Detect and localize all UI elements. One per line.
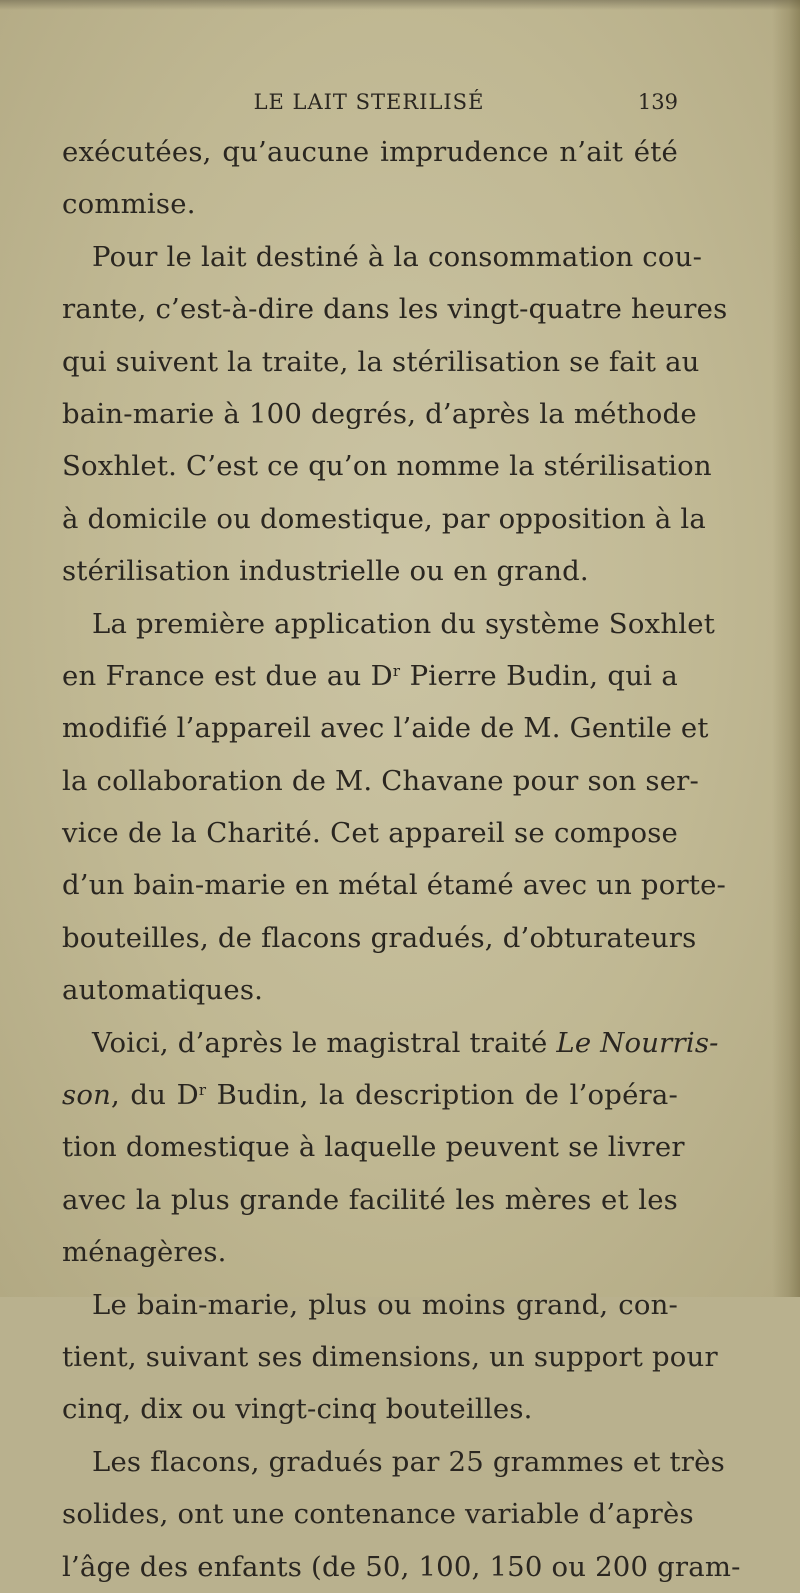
superscript: r xyxy=(198,1081,207,1100)
page-number: 139 xyxy=(637,90,678,114)
superscript: r xyxy=(392,661,401,680)
text-segment: en France est due au D xyxy=(62,659,393,692)
paragraph-start-line: Les flacons, gradués par 25 grammes et très xyxy=(92,1445,725,1478)
text-line: l’âge des enfants (de 50, 100, 150 ou 200 gram- xyxy=(62,1550,741,1583)
text-segment: Budin, la description de l’opéra- xyxy=(206,1079,678,1112)
text-line: avec la plus grande facilité les mères et les xyxy=(62,1183,678,1216)
text-line: la collaboration de M. Chavane pour son ser- xyxy=(62,764,700,797)
paragraph-start-line: Pour le lait destiné à la consommation cou- xyxy=(92,240,703,273)
running-title: LE LAIT STERILISÉ xyxy=(253,90,485,114)
paragraph-start-line xyxy=(62,1017,719,1069)
text-segment: Voici, d’après le magistral traité xyxy=(92,1026,557,1059)
page-header xyxy=(60,84,678,120)
text-line: ménagères. xyxy=(62,1236,227,1269)
text-line: modifié l’appareil avec l’aide de M. Gentile et xyxy=(62,712,709,745)
paragraph-start-line: Le bain-marie, plus ou moins grand, con- xyxy=(92,1288,678,1321)
text-line: bain-marie à 100 degrés, d’après la méthode xyxy=(62,397,697,430)
text-line xyxy=(62,650,678,702)
page-right-edge xyxy=(772,0,800,1297)
text-line xyxy=(62,1069,678,1121)
text-line: à domicile ou domestique, par opposition à la xyxy=(62,502,707,535)
text-line: d’un bain-marie en métal étamé avec un porte- xyxy=(62,869,727,902)
text-line: rante, c’est-à-dire dans les vingt-quatre heures xyxy=(62,293,728,326)
text-line: cinq, dix ou vingt-cinq bouteilles. xyxy=(62,1393,533,1426)
text-line: commise. xyxy=(62,188,196,221)
text-line: stérilisation industrielle ou en grand. xyxy=(62,555,589,588)
text-segment: Pierre Budin, qui a xyxy=(400,659,678,692)
book-title-italic: son xyxy=(62,1079,111,1112)
text-line: tient, suivant ses dimensions, un support pour xyxy=(62,1340,718,1373)
text-line: automatiques. xyxy=(62,974,264,1007)
text-segment: , du D xyxy=(110,1079,199,1112)
body-text xyxy=(62,126,741,1593)
text-line: tion domestique à laquelle peuvent se livrer xyxy=(62,1131,685,1164)
text-line: exécutées, qu’aucune imprudence n’ait été xyxy=(62,136,678,168)
page-top-shadow xyxy=(0,0,800,10)
book-title-italic: Le Nourris- xyxy=(556,1026,719,1059)
text-line: qui suivent la traite, la stérilisation se fait au xyxy=(62,345,700,378)
text-line: solides, ont une contenance variable d’après xyxy=(62,1498,694,1531)
paragraph-start-line: La première application du système Soxhlet xyxy=(92,607,715,640)
text-line: bouteilles, de flacons gradués, d’obturateurs xyxy=(62,921,697,954)
text-line: vice de la Charité. Cet appareil se compose xyxy=(62,817,678,850)
text-line: Soxhlet. C’est ce qu’on nomme la stérilisation xyxy=(62,450,712,483)
